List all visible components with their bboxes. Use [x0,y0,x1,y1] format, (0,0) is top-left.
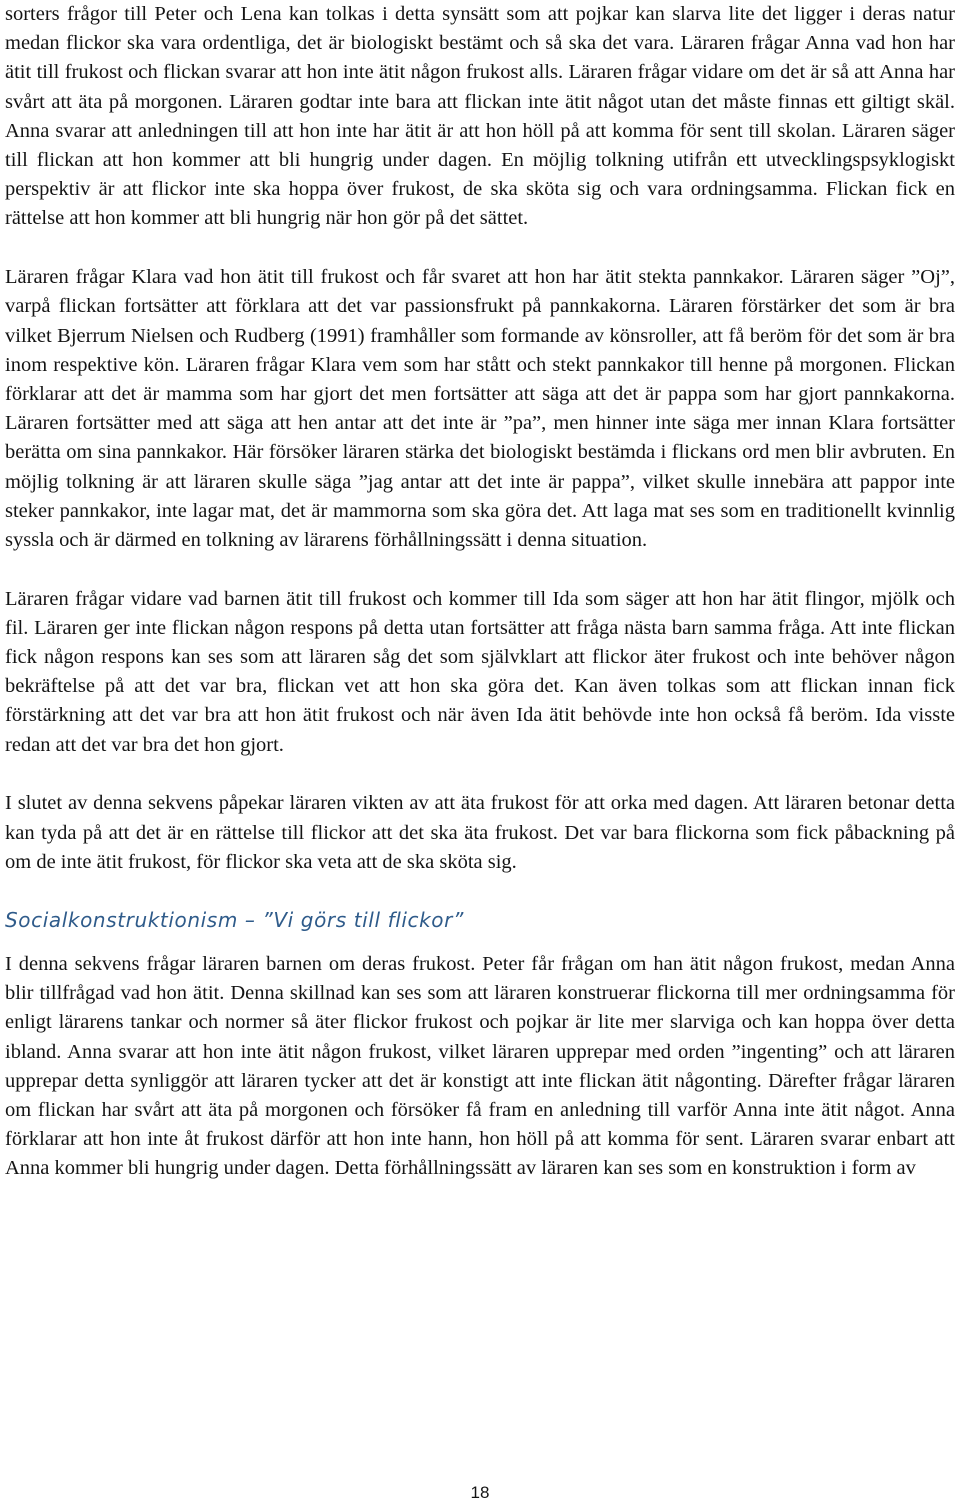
paragraph-2: Läraren frågar Klara vad hon ätit till frukost och får svaret att hon har ätit stekta pannkakor. Läraren säger ”Oj”, varpå flickan fortsätter att förklara att det var passionsfrukt på pannkakorna. Läraren förstärker det som är bra vilket Bjerrum Nielsen och Rudberg (1991) framhåller som formande av könsroller, att få beröm för det som är bra inom respektive kön. Läraren frågar Klara vem som har stått och stekt pannkakor till henne på morgonen. Flickan förklarar att det är mamma som har gjort det men fortsätter att säga att det är pappa som har gjort pannkakorna. Läraren fortsätter med att säga att hen antar att det inte är ”pa”, men hinner inte säga mer innan Klara fortsätter berätta om sina pannkakor. Här försöker läraren stärka det biologiskt bestämda i flickans ord men blir avbruten. En möjlig tolkning är att läraren skulle säga ”jag antar att det inte är pappa”, vilket skulle innebära att pappor inte steker pannkakor, inte lagar mat, det är mammorna som ska göra det. Att laga mat ses som en traditionellt kvinnlig syssla och är därmed en tolkning av lärarens förhållningssätt i denna situation. [5,266,955,551]
paragraph-1: sorters frågor till Peter och Lena kan tolkas i detta synsätt som att pojkar kan slarva lite det ligger i deras natur medan flickor ska vara ordentliga, det är biologiskt bestämt och så ska det vara. Läraren frågar Anna vad hon har ätit till frukost och flickan svarar att hon inte ätit någon frukost alls. Läraren frågar vidare om det är så att Anna har svårt att äta på morgonen. Läraren godtar inte bara att flickan inte ätit något utan det måste finnas ett giltigt skäl. Anna svarar att anledningen till att hon inte har ätit är att hon höll på att komma för sent till skolan. Läraren säger till flickan att hon kommer att bli hungrig under dagen. En möjlig tolkning utifrån ett utvecklingspsyklogiskt perspektiv är att flickor inte ska hoppa över frukost, de ska sköta sig och vara ordningsamma. Flickan fick en rättelse att hon kommer att bli hungrig när hon gör på det sättet. [5,3,955,230]
page-number: 18 [470,1483,490,1502]
paragraph-4: I slutet av denna sekvens påpekar läraren vikten av att äta frukost för att orka med dagen. Att läraren betonar detta kan tyda på att det är en rättelse till flickor att det ska äta frukost. Det var bara flickorna som fick påbackning på om de inte ätit frukost, för flickor ska veta att de ska sköta sig. [5,792,955,873]
section-heading: Socialkonstruktionism – ”Vi görs till flickor” [5,907,464,932]
paragraph-5: I denna sekvens frågar läraren barnen om deras frukost. Peter får frågan om han ätit någon frukost, medan Anna blir tillfrågad vad hon ätit. Denna skillnad kan ses som att läraren konstruerar flickorna till mer ordningsamma för enligt lärarens tankar och normer så äter flickor frukost och pojkar är lite mer slarviga och kan hoppa över detta ibland. Anna svarar att hon inte ätit någon frukost, vilket läraren upprepar med orden ”ingenting” och att läraren upprepar detta synliggör att läraren tycker att det är konstigt att inte flickan ätit någonting. Därefter frågar läraren om flickan har svårt att äta på morgonen och försöker få fram en anledning till varför Anna inte ätit något. Anna förklarar att hon inte åt frukost därför att hon inte hann, hon höll på att komma för sent. Läraren svarar enbart att Anna kommer bli hungrig under dagen. Detta förhållningssätt av läraren kan ses som en konstruktion i form av [5,952,955,1180]
paragraph-3: Läraren frågar vidare vad barnen ätit till frukost och kommer till Ida som säger att hon har ätit flingor, mjölk och fil. Läraren ger inte flickan någon respons på detta utan fortsätter att fråga nästa barn samma fråga. Att inte flickan fick någon respons kan ses som att läraren såg det som självklart att flickor äter frukost och inte behöver någon bekräftelse på att det var bra, flickan vet att hon ska göra det. Kan även tolkas som att flickan innan fick förstärkning att det var bra att hon ätit frukost och när även Ida ätit behövde inte hon också få beröm. Ida visste redan att det var bra det hon gjort. [5,587,955,756]
document-page [5,0,955,1184]
